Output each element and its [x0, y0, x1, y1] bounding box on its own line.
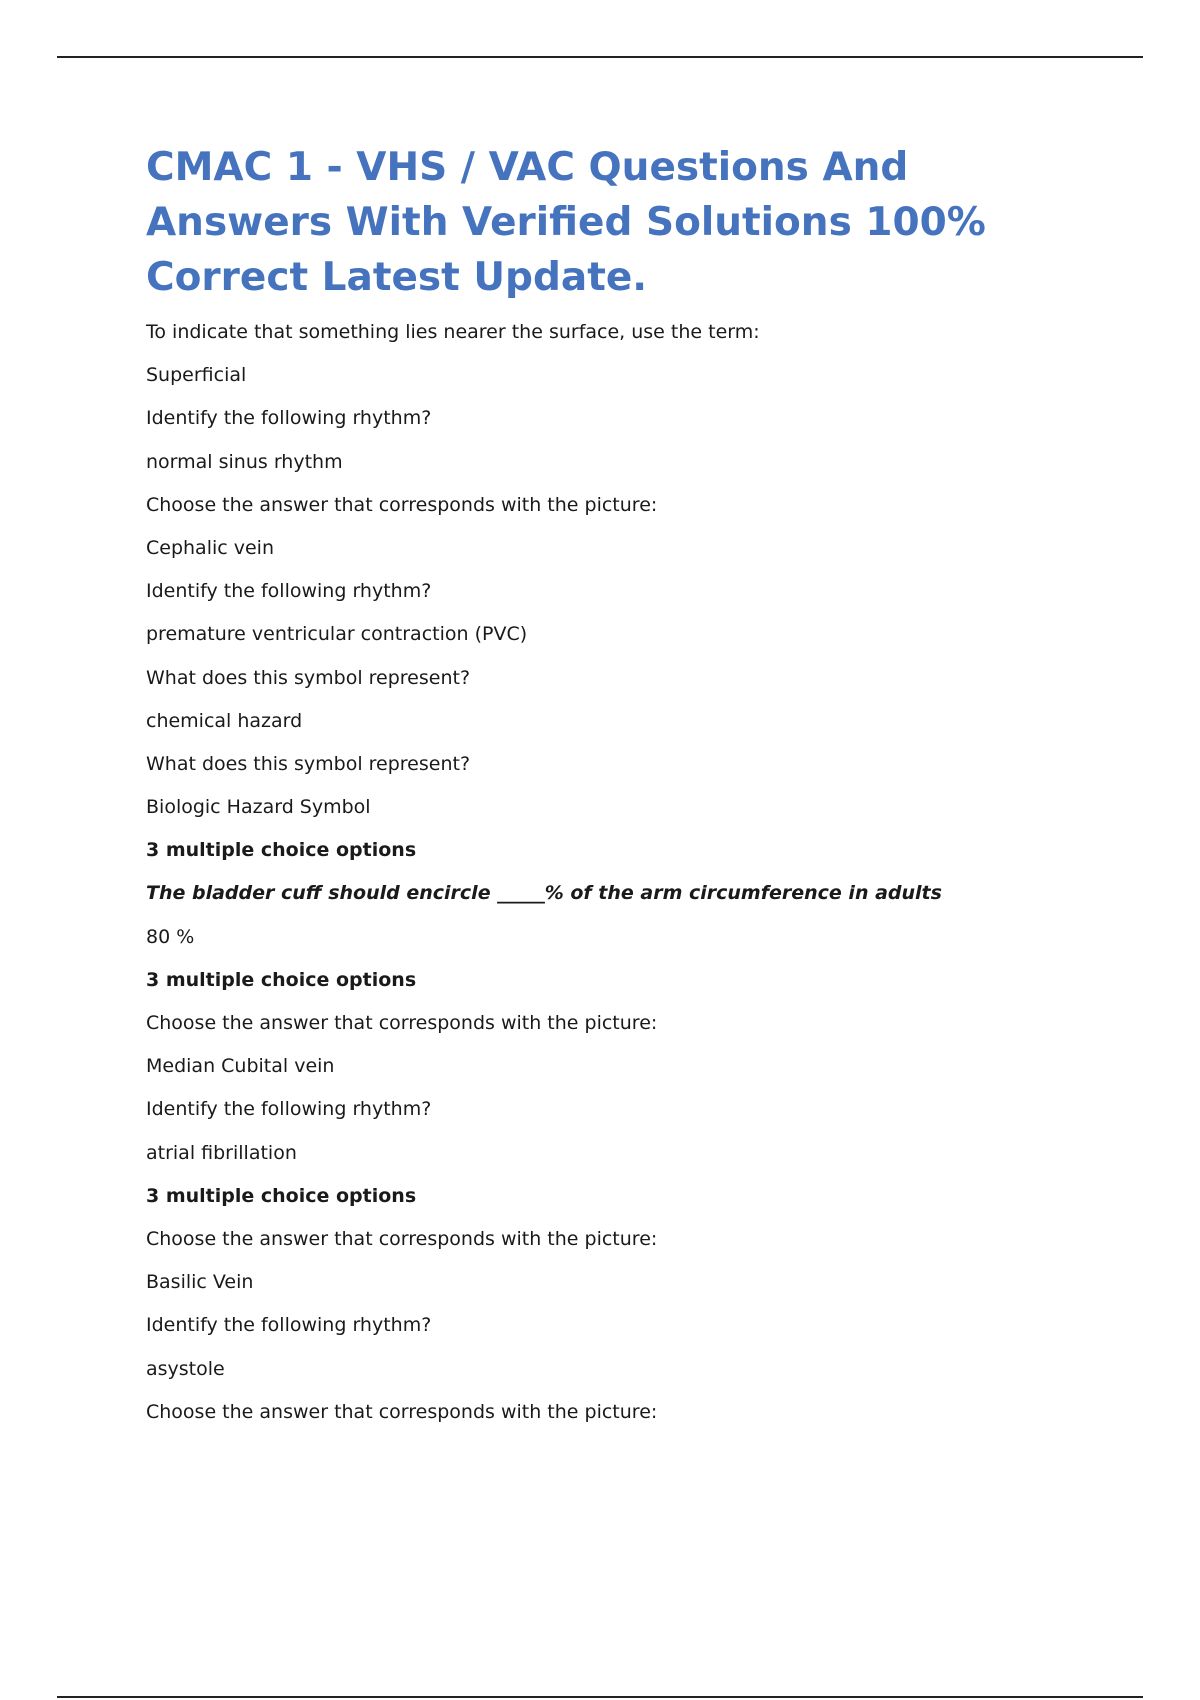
- answer-line: normal sinus rhythm: [146, 450, 343, 473]
- qa-list: [146, 319, 1076, 1425]
- answer-line: chemical hazard: [146, 709, 303, 732]
- choice-count-heading: 3 multiple choice options: [146, 1184, 417, 1207]
- answer-line: Cephalic vein: [146, 536, 274, 559]
- answer-line: atrial fibrillation: [146, 1141, 297, 1164]
- question-line: What does this symbol represent?: [146, 666, 471, 689]
- answer-line: Superficial: [146, 364, 247, 387]
- answer-line: premature ventricular contraction (PVC): [146, 623, 528, 646]
- answer-line: Median Cubital vein: [146, 1055, 335, 1078]
- question-line: Identify the following rhythm?: [146, 1098, 432, 1121]
- question-line: To indicate that something lies nearer the surface, use the term:: [146, 321, 760, 343]
- question-line: Identify the following rhythm?: [146, 1314, 432, 1337]
- question-line: The bladder cuff should encircle _____% of the arm circumference in adults: [146, 882, 942, 905]
- answer-line: asystole: [146, 1357, 225, 1380]
- answer-line: Basilic Vein: [146, 1271, 254, 1294]
- document-body: [146, 140, 1076, 1442]
- question-line: Choose the answer that corresponds with the picture:: [146, 493, 658, 516]
- choice-count-heading: 3 multiple choice options: [146, 968, 417, 991]
- question-line: Identify the following rhythm?: [146, 407, 432, 430]
- question-line: Choose the answer that corresponds with the picture:: [146, 1400, 658, 1423]
- answer-line: Biologic Hazard Symbol: [146, 796, 371, 819]
- choice-count-heading: 3 multiple choice options: [146, 839, 417, 862]
- top-rule: [57, 56, 1143, 58]
- bottom-rule: [57, 1696, 1143, 1698]
- question-line: What does this symbol represent?: [146, 752, 471, 775]
- question-line: Choose the answer that corresponds with the picture:: [146, 1012, 658, 1034]
- document-title: CMAC 1 - VHS / VAC Questions And Answers With Verified Solutions 100% Correct Latest Update.: [146, 145, 986, 300]
- question-line: Choose the answer that corresponds with the picture:: [146, 1227, 658, 1250]
- question-line: Identify the following rhythm?: [146, 580, 432, 603]
- answer-line: 80 %: [146, 925, 195, 948]
